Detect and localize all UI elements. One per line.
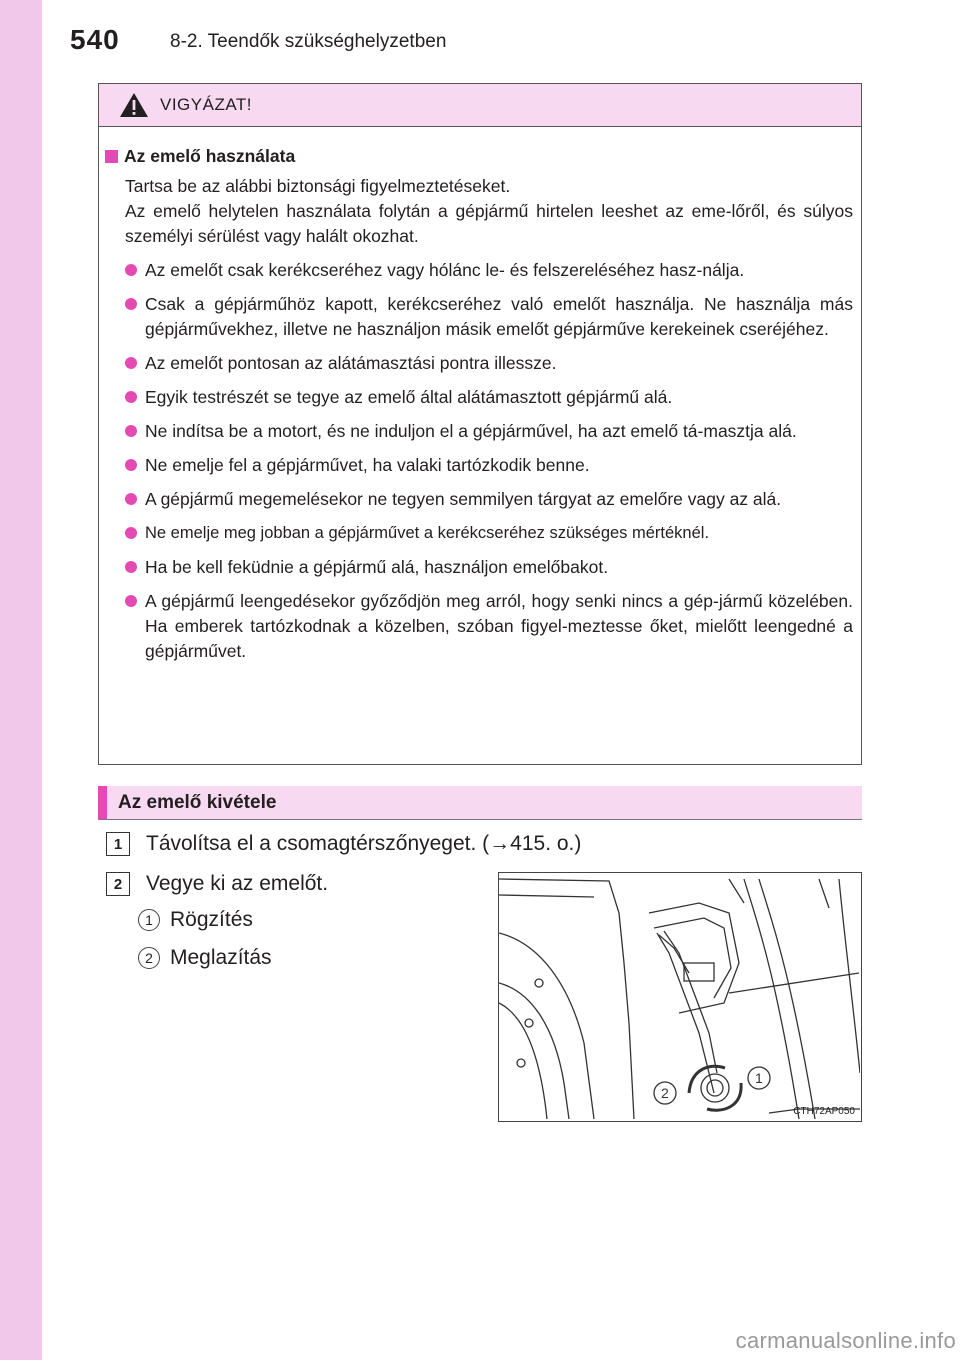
- caution-bullet: [125, 589, 853, 664]
- page-header: [0, 0, 960, 72]
- sub-item-2: [138, 946, 272, 970]
- bullet-text: Ha be kell feküdnie a gépjármű alá, használjon emelőbakot.: [145, 557, 609, 577]
- bullet-text: A gépjármű leengedésekor győződjön meg arról, hogy senki nincs a gép-jármű közelében. Ha emberek tartózkodnak a közelben, szóban figyel-meztesse őket, mielőtt leengedné a gépjárművet.: [145, 591, 853, 661]
- caution-bullet: [125, 292, 853, 342]
- circle-bullet-icon: [125, 459, 141, 471]
- caution-bullet: [125, 419, 853, 444]
- bullet-text: Egyik testrészét se tegye az emelő által alátámasztott gépjármű alá.: [145, 387, 673, 407]
- page-number: 540: [70, 24, 120, 55]
- caution-heading-text: Az emelő használata: [124, 146, 296, 166]
- sub-item-1: [138, 908, 253, 932]
- bullet-text: Ne indítsa be a motort, és ne induljon el a gépjárművel, ha azt emelő tá-masztja alá.: [145, 421, 797, 441]
- bullet-text: Az emelőt pontosan az alátámasztási pontra illessze.: [145, 353, 557, 373]
- caution-bullet: [125, 555, 853, 580]
- circle-bullet-icon: [125, 264, 141, 276]
- caution-intro-line-2: Az emelő helytelen használata folytán a gépjármű hirtelen leeshet az eme-lőről, és súlyos személyi sérülést vagy halált okozhat.: [125, 201, 853, 246]
- circled-number: 1: [138, 909, 160, 931]
- circle-bullet-icon: [125, 298, 141, 310]
- circle-bullet-icon: [125, 357, 141, 369]
- section-header-title: 8-2. Teendők szükséghelyzetben: [170, 31, 447, 52]
- step-2: [106, 872, 328, 896]
- circle-bullet-icon: [125, 425, 141, 437]
- circle-bullet-icon: [125, 595, 141, 607]
- sub-item-text: Rögzítés: [170, 908, 253, 931]
- warning-triangle-icon: [119, 92, 149, 118]
- bullet-text: Ne emelje meg jobban a gépjárművet a kerékcseréhez szükséges mértéknél.: [145, 524, 710, 542]
- bullet-text: Az emelőt csak kerékcseréhez vagy hólánc le- és felszereléséhez hasz-nálja.: [145, 260, 745, 280]
- step-1: [106, 832, 581, 856]
- section-title: Az emelő kivétele: [118, 792, 277, 813]
- header-band-fill: [0, 0, 42, 72]
- circle-bullet-icon: [125, 527, 141, 539]
- step-number-box: 2: [106, 872, 130, 896]
- footer-watermark: carmanualsonline.info: [735, 1328, 956, 1353]
- sub-item-text: Meglazítás: [170, 946, 272, 969]
- square-bullet-icon: [105, 150, 118, 163]
- caution-box: [98, 83, 862, 765]
- step-text: Távolítsa el a csomagtérszőnyeget. (→415. o.): [146, 832, 582, 855]
- caution-header: [99, 84, 861, 127]
- circle-bullet-icon: [125, 493, 141, 505]
- caution-label: VIGYÁZAT!: [160, 95, 253, 114]
- bullet-text: Csak a gépjárműhöz kapott, kerékcseréhez való emelőt használja. Ne használja más gépjárművekhez, illetve ne használjon másik emelőt gépjárműve kerekeinek cseréjéhez.: [145, 294, 853, 339]
- caution-bullet: [125, 487, 853, 512]
- caution-bullet: [125, 258, 853, 283]
- circle-bullet-icon: [125, 561, 141, 573]
- jack-drawing: [499, 873, 860, 1120]
- illustration-callout-1: 1: [755, 1070, 763, 1086]
- circled-number: 2: [138, 947, 160, 969]
- caution-subheading: [105, 144, 853, 169]
- step-text: Vegye ki az emelőt.: [146, 872, 329, 895]
- caution-bullet: [125, 385, 853, 410]
- caution-intro-line-1: Tartsa be az alábbi biztonsági figyelmeztetéseket.: [125, 176, 511, 196]
- caution-body: [99, 128, 861, 664]
- circle-bullet-icon: [125, 391, 141, 403]
- caution-intro: [125, 174, 853, 249]
- side-color-band: [0, 0, 42, 1360]
- step-number-box: 1: [106, 832, 130, 856]
- section-title-bar: [98, 786, 862, 820]
- bullet-text: A gépjármű megemelésekor ne tegyen semmilyen tárgyat az emelőre vagy az alá.: [145, 489, 782, 509]
- illustration-code: CTH72AP050: [793, 1106, 855, 1117]
- caution-bullet: [125, 521, 853, 546]
- illustration-callout-2: 2: [661, 1085, 669, 1101]
- bullet-text: Ne emelje fel a gépjárművet, ha valaki tartózkodik benne.: [145, 455, 590, 475]
- jack-illustration: [498, 872, 862, 1122]
- caution-bullet: [125, 351, 853, 376]
- caution-bullet: [125, 453, 853, 478]
